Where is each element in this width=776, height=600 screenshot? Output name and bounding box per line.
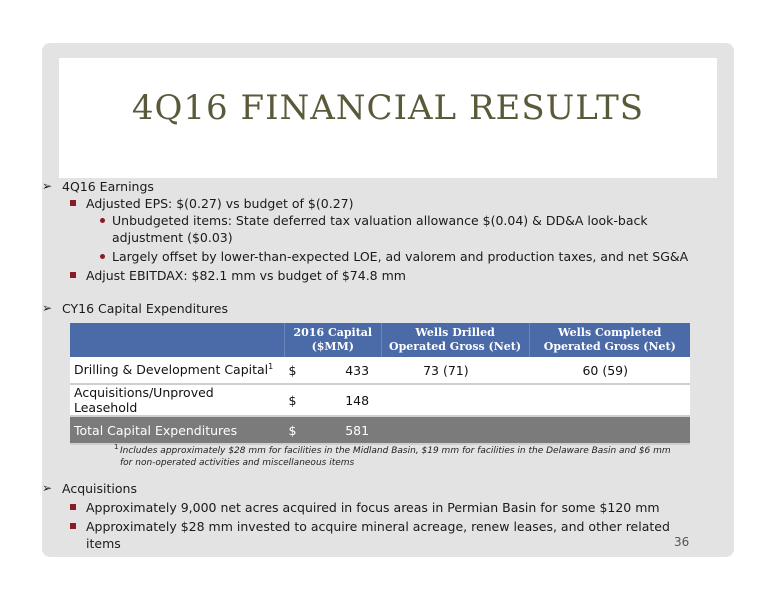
offset-text: Largely offset by lower-than-expected LOE, ad valorem and production taxes, and net SG&A <box>112 249 689 264</box>
unbudgeted-text-line2: adjustment ($0.03) <box>112 230 233 245</box>
offset-item <box>42 248 692 265</box>
row-drilled: 73 (71) <box>381 357 529 384</box>
square-bullet-icon <box>70 200 76 206</box>
dot-bullet-icon <box>100 254 105 259</box>
dollar-sign: $ <box>288 422 297 438</box>
header-wells-completed <box>529 323 690 357</box>
row-label: Acquisitions/Unproved Leasehold <box>70 384 285 416</box>
table-total-row <box>70 416 690 444</box>
slide-content <box>42 178 692 317</box>
table-row <box>70 384 690 416</box>
acquisition-item-2 <box>42 518 692 552</box>
title-box <box>59 58 717 178</box>
acquisition-text-1: Approximately 9,000 net acres acquired in focus areas in Permian Basin for some $120 mm <box>86 500 660 515</box>
eps-text: Adjusted EPS: $(0.27) vs budget of $(0.27) <box>86 196 354 211</box>
header-wells-drilled <box>381 323 529 357</box>
header-2016-capital-line1: 2016 Capital <box>293 326 373 339</box>
footnote-line2: for non-operated activities and miscellaneous items <box>120 458 355 468</box>
header-wells-drilled-line2: Operated Gross (Net) <box>389 340 522 353</box>
page-number: 36 <box>674 535 690 549</box>
acquisition-item-1 <box>42 499 692 516</box>
row-amount <box>285 384 382 416</box>
header-blank <box>70 323 285 357</box>
arrow-bullet-icon: ➢ <box>42 301 53 315</box>
row-completed: 60 (59) <box>529 357 690 384</box>
earnings-heading-item <box>42 178 692 195</box>
footnote-number: 1 <box>114 443 119 451</box>
earnings-heading: 4Q16 Earnings <box>62 179 154 194</box>
capex-heading-item <box>42 300 692 317</box>
row-amount <box>285 416 382 444</box>
footnote-marker: 1 <box>268 362 274 372</box>
row-drilled <box>381 384 529 416</box>
header-2016-capital-line2: ($MM) <box>311 340 354 353</box>
header-wells-drilled-line1: Wells Drilled <box>415 326 495 339</box>
eps-item <box>42 195 692 212</box>
table-header-row <box>70 323 690 357</box>
dollar-sign: $ <box>288 362 297 378</box>
arrow-bullet-icon: ➢ <box>42 481 53 495</box>
square-bullet-icon <box>70 272 76 278</box>
unbudgeted-item <box>42 212 692 246</box>
row-drilled <box>381 416 529 444</box>
acquisitions-heading: Acquisitions <box>62 481 137 496</box>
row-completed <box>529 416 690 444</box>
square-bullet-icon <box>70 523 76 529</box>
capex-table <box>70 323 690 445</box>
header-wells-completed-line2: Operated Gross (Net) <box>543 340 676 353</box>
acquisition-text-2: Approximately $28 mm invested to acquire mineral acreage, renew leases, and other related items <box>86 519 670 551</box>
capex-heading: CY16 Capital Expenditures <box>62 301 228 316</box>
row-label-text: Drilling & Development Capital <box>74 362 269 378</box>
footnote-line1: Includes approximately $28 mm for facilities in the Midland Basin, $19 mm for facilities in the Delaware Basin and $6 mm <box>120 446 671 456</box>
amount-value: 148 <box>345 392 370 408</box>
arrow-bullet-icon: ➢ <box>42 179 53 193</box>
amount-value: 581 <box>345 422 370 438</box>
row-amount <box>285 357 382 384</box>
header-wells-completed-line1: Wells Completed <box>558 326 662 339</box>
slide-title: 4Q16 FINANCIAL RESULTS <box>131 88 645 128</box>
dollar-sign: $ <box>288 392 297 408</box>
row-label <box>70 357 285 384</box>
dot-bullet-icon <box>100 218 105 223</box>
amount-value: 433 <box>345 362 370 378</box>
square-bullet-icon <box>70 504 76 510</box>
ebitdax-item <box>42 267 692 284</box>
acquisitions-section <box>42 480 692 552</box>
acquisitions-heading-item <box>42 480 692 497</box>
row-completed <box>529 384 690 416</box>
table-row <box>70 357 690 384</box>
unbudgeted-text-line1: Unbudgeted items: State deferred tax valuation allowance $(0.04) & DD&A look-back <box>112 213 648 228</box>
header-2016-capital <box>285 323 382 357</box>
row-label: Total Capital Expenditures <box>70 416 285 444</box>
table-footnote <box>114 443 680 469</box>
ebitdax-text: Adjust EBITDAX: $82.1 mm vs budget of $74.8 mm <box>86 268 406 283</box>
